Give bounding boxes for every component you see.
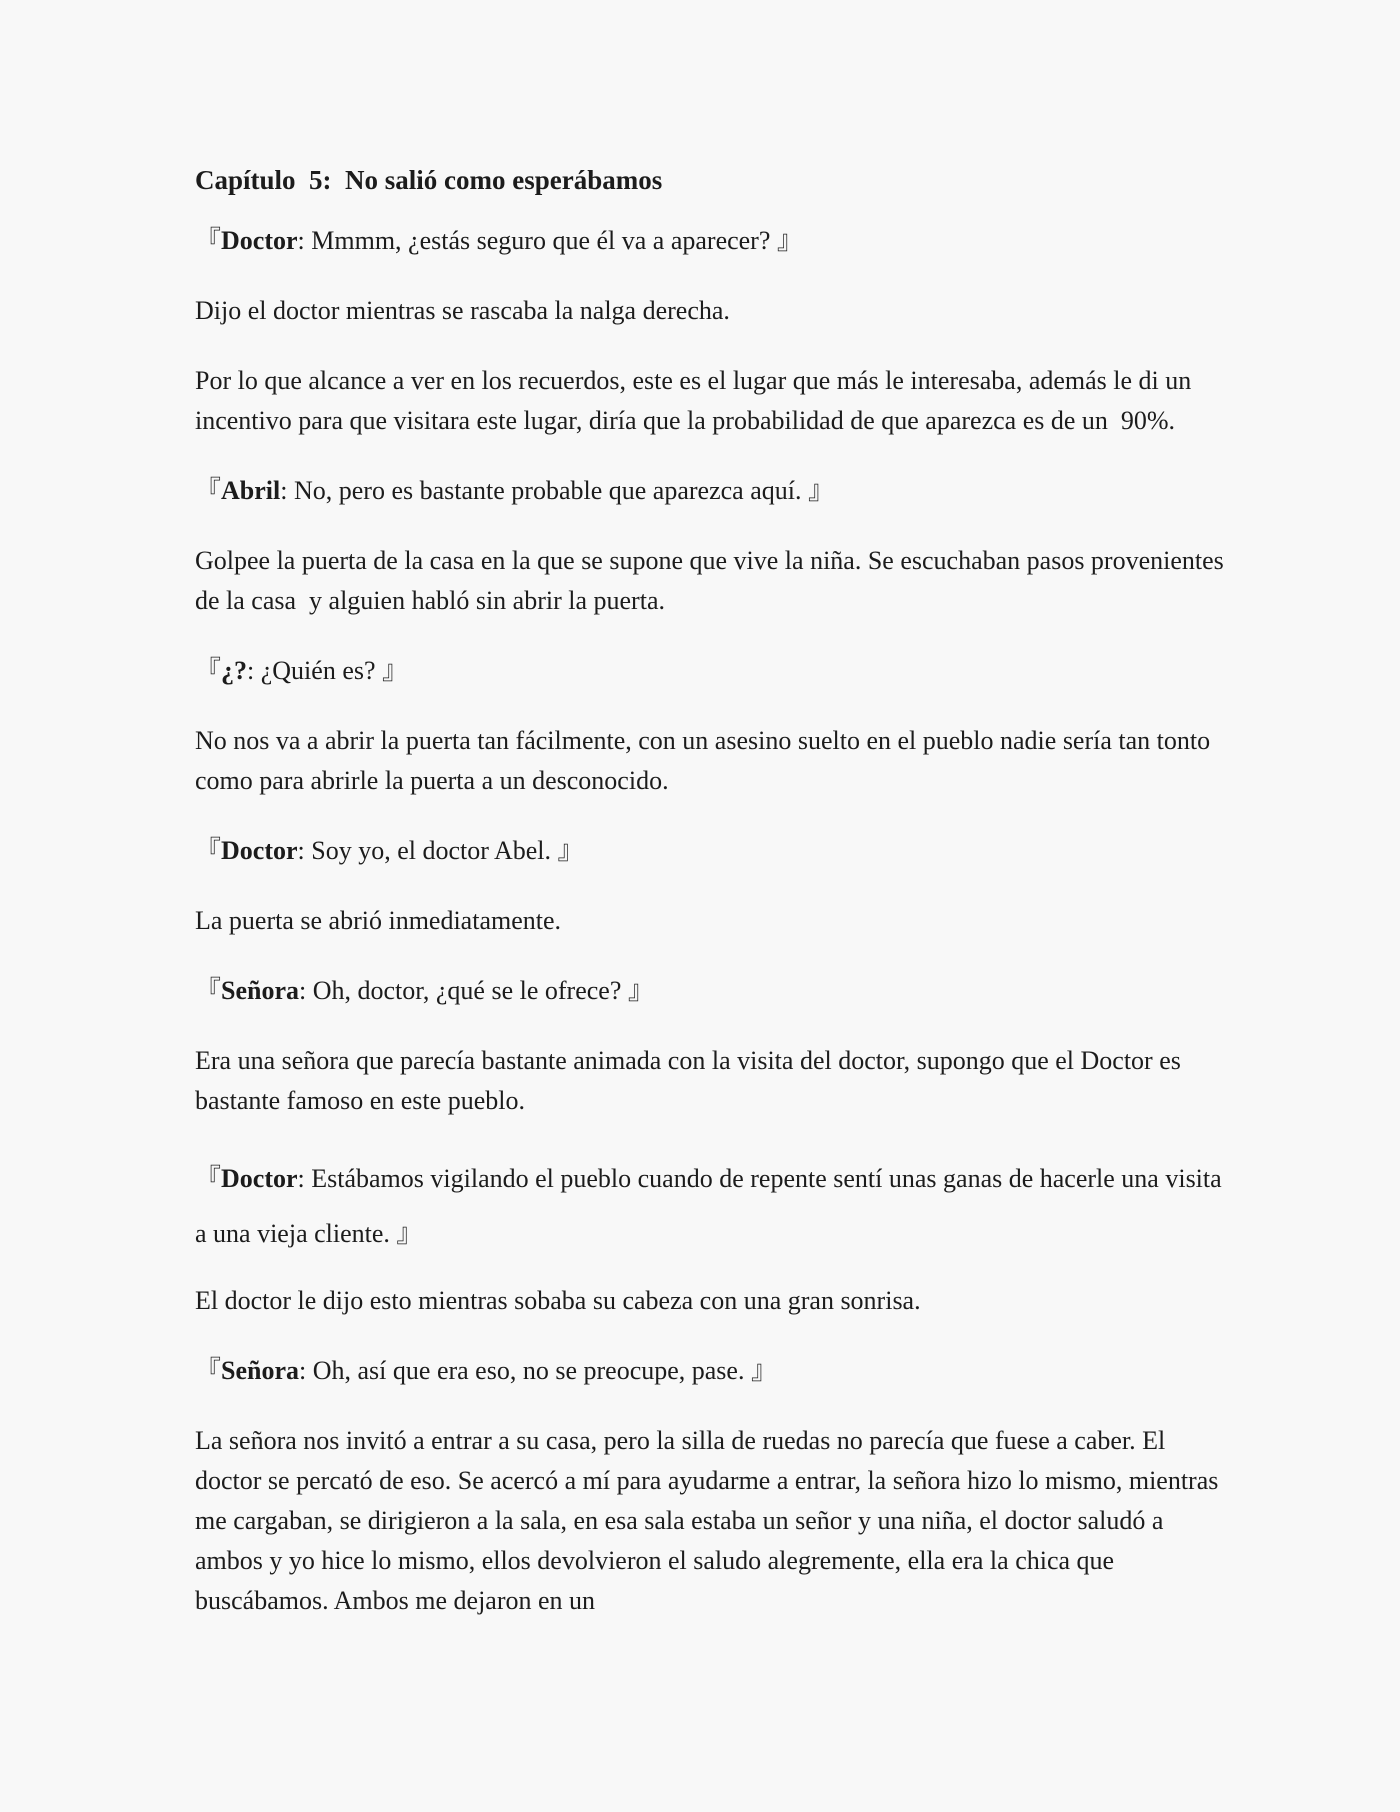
dialogue-speaker: Doctor [221, 1164, 298, 1193]
narration-paragraph: Dijo el doctor mientras se rascaba la nalga derecha. [195, 296, 730, 325]
dialogue-open-bracket: 『 [195, 976, 222, 1005]
chapter-title: Capítulo 5: No salió como esperábamos [195, 165, 663, 195]
dialogue-open-bracket: 『 [195, 836, 222, 865]
dialogue-open-bracket: 『 [195, 1356, 222, 1385]
narration-paragraph: La puerta se abrió inmediatamente. [195, 906, 562, 935]
dialogue-line [195, 471, 1235, 511]
narration-paragraph: La señora nos invitó a entrar a su casa, pero la silla de ruedas no parecía que fuese a caber. El doctor se percató de eso. Se acercó a mí para ayudarme a entrar, la señora hizo lo mismo, mientras me cargaban, se dirigieron a la sala, en esa sala estaba un señor y una niña, el doctor saludó a ambos y yo hice lo mismo, ellos devolvieron el saludo alegremente, ella era la chica que buscábamos. Ambos me dejaron en un [195, 1426, 1225, 1615]
document-body [195, 160, 1235, 1651]
dialogue-line [195, 221, 1235, 261]
dialogue-speaker: Señora [221, 1356, 300, 1385]
dialogue-speaker: Doctor [221, 836, 298, 865]
dialogue-text: : Oh, así que era eso, no se preocupe, pase. 』 [299, 1356, 777, 1385]
dialogue-speaker: Doctor [221, 226, 298, 255]
dialogue-text: : Soy yo, el doctor Abel. 』 [297, 836, 584, 865]
narration-paragraph: No nos va a abrir la puerta tan fácilmente, con un asesino suelto en el pueblo nadie sería tan tonto como para abrirle la puerta a un desconocido. [195, 726, 1217, 795]
dialogue-open-bracket: 『 [195, 226, 222, 255]
dialogue-speaker: Señora [221, 976, 300, 1005]
dialogue-line [195, 651, 1235, 691]
dialogue-open-bracket: 『 [195, 656, 222, 685]
dialogue-speaker: ¿? [221, 656, 248, 685]
dialogue-speaker: Abril [221, 476, 281, 505]
dialogue-text: : Oh, doctor, ¿qué se le ofrece? 』 [299, 976, 654, 1005]
dialogue-line [195, 1351, 1235, 1391]
dialogue-line [195, 1151, 1235, 1261]
dialogue-line [195, 831, 1235, 871]
dialogue-line [195, 971, 1235, 1011]
dialogue-text: : Estábamos vigilando el pueblo cuando de repente sentí unas ganas de hacerle una visita a una vieja cliente. 』 [195, 1164, 1229, 1248]
narration-paragraph: Golpee la puerta de la casa en la que se supone que vive la niña. Se escuchaban pasos provenientes de la casa y alguien habló sin abrir la puerta. [195, 546, 1231, 615]
narration-paragraph: Por lo que alcance a ver en los recuerdos, este es el lugar que más le interesaba, además le di un incentivo para que visitara este lugar, diría que la probabilidad de que aparezca es de un 90%. [195, 366, 1198, 435]
narration-paragraph: Era una señora que parecía bastante animada con la visita del doctor, supongo que el Doctor es bastante famoso en este pueblo. [195, 1046, 1188, 1115]
dialogue-open-bracket: 『 [195, 1164, 222, 1193]
narration-paragraph: El doctor le dijo esto mientras sobaba su cabeza con una gran sonrisa. [195, 1286, 921, 1315]
dialogue-text: : No, pero es bastante probable que aparezca aquí. 』 [280, 476, 834, 505]
dialogue-text: : ¿Quién es? 』 [247, 656, 409, 685]
dialogue-text: : Mmmm, ¿estás seguro que él va a aparecer? 』 [297, 226, 803, 255]
dialogue-open-bracket: 『 [195, 476, 222, 505]
